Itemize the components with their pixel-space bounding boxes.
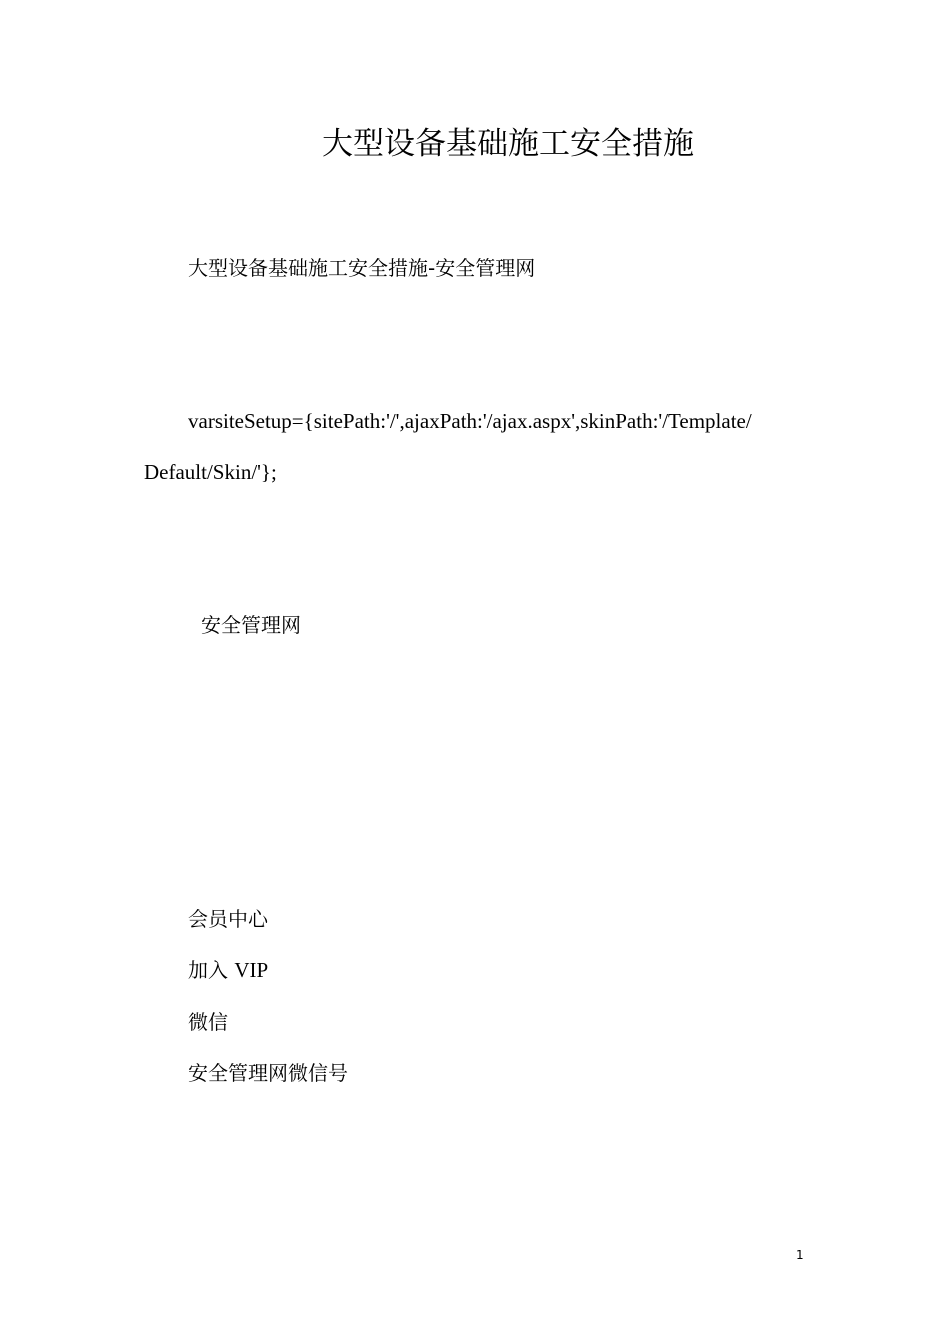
page-number: 1 [796, 1248, 804, 1262]
document-title: 大型设备基础施工安全措施 [322, 126, 694, 162]
member-center-link[interactable]: 会员中心 [188, 907, 268, 931]
site-name: 安全管理网 [201, 613, 301, 637]
script-text-line-1: varsiteSetup={sitePath:'/',ajaxPath:'/ajax.aspx',skinPath:'/Template/ [188, 409, 752, 433]
join-vip-link[interactable] [188, 956, 268, 984]
join-vip-suffix: VIP [234, 958, 269, 982]
wechat-link[interactable]: 微信 [188, 1010, 228, 1034]
join-vip-prefix: 加入 [188, 958, 228, 982]
script-text-line-2: Default/Skin/'}; [144, 460, 277, 484]
wechat-account-link[interactable]: 安全管理网微信号 [188, 1061, 348, 1085]
document-subtitle: 大型设备基础施工安全措施-安全管理网 [188, 256, 536, 280]
